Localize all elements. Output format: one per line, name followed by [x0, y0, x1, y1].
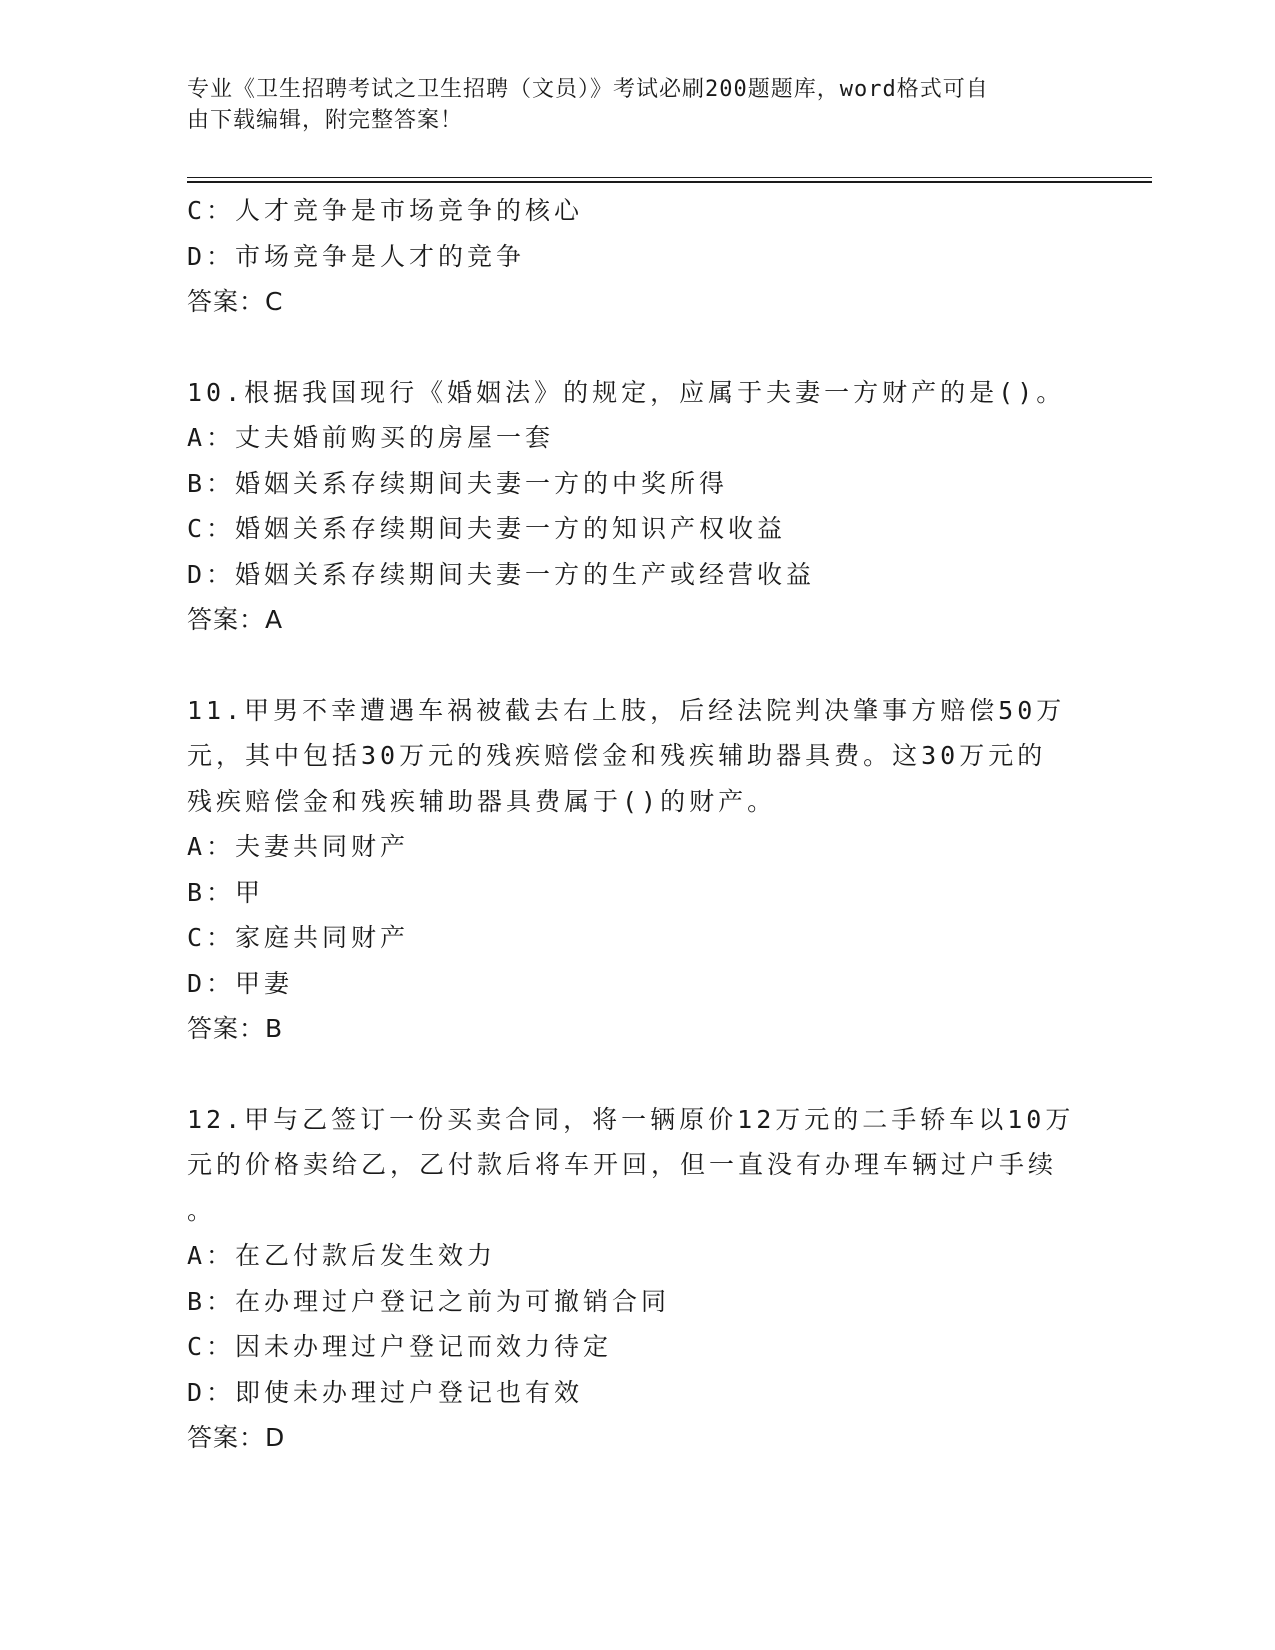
question-stem-line-1: 12.甲与乙签订一份买卖合同，将一辆原价12万元的二手轿车以10万: [187, 1104, 1075, 1134]
answer-label: 答案：D: [187, 1423, 286, 1452]
answer-label: 答案：A: [187, 605, 284, 634]
question-stem-line-2: 元的价格卖给乙，乙付款后将车开回，但一直没有办理车辆过户手续: [187, 1150, 1058, 1179]
header-line-2: 由下载编辑，附完整答案！: [187, 108, 464, 133]
question-stem-line-1: 11.甲男不幸遭遇车祸被截去右上肢，后经法院判决肇事方赔偿50万: [187, 695, 1066, 725]
question-list: [187, 188, 1087, 1461]
question-stem: 10.根据我国现行《婚姻法》的规定，应属于夫妻一方财产的是()。: [187, 377, 1066, 407]
option-a: A：丈夫婚前购买的房屋一套: [187, 423, 555, 452]
option-d: D：甲妻: [187, 968, 294, 998]
question-11: [187, 688, 1087, 1052]
option-a: A：在乙付款后发生效力: [187, 1241, 497, 1270]
question-stem-line-3: 。: [187, 1195, 217, 1225]
option-b: B：在办理过户登记之前为可撤销合同: [187, 1286, 671, 1316]
question-stem-line-2: 元，其中包括30万元的残疾赔偿金和残疾辅助器具费。这30万元的: [187, 741, 1047, 770]
question-9-continued: [187, 188, 1087, 325]
option-b: B：婚姻关系存续期间夫妻一方的中奖所得: [187, 468, 729, 498]
option-a: A：夫妻共同财产: [187, 832, 410, 861]
option-c: C：因未办理过户登记而效力待定: [187, 1332, 613, 1361]
header-rule-thick: [187, 181, 1152, 183]
option-b: B：甲: [187, 877, 265, 907]
answer-label: 答案：B: [187, 1014, 284, 1043]
option-c: C：人才竞争是市场竞争的核心: [187, 196, 584, 225]
option-d: D：即使未办理过户登记也有效: [187, 1377, 584, 1407]
option-c: C：婚姻关系存续期间夫妻一方的知识产权收益: [187, 514, 787, 543]
option-d: D：市场竞争是人才的竞争: [187, 241, 526, 271]
answer-label: 答案：C: [187, 287, 284, 316]
question-12: [187, 1097, 1087, 1461]
option-c: C：家庭共同财产: [187, 923, 410, 952]
question-10: [187, 370, 1087, 643]
document-header: [187, 74, 1067, 136]
header-rule-thin: [187, 177, 1152, 178]
header-line-1: 专业《卫生招聘考试之卫生招聘（文员）》考试必刷200题题库，word格式可自: [187, 77, 989, 102]
option-d: D：婚姻关系存续期间夫妻一方的生产或经营收益: [187, 559, 816, 589]
question-stem-line-3: 残疾赔偿金和残疾辅助器具费属于()的财产。: [187, 786, 777, 816]
